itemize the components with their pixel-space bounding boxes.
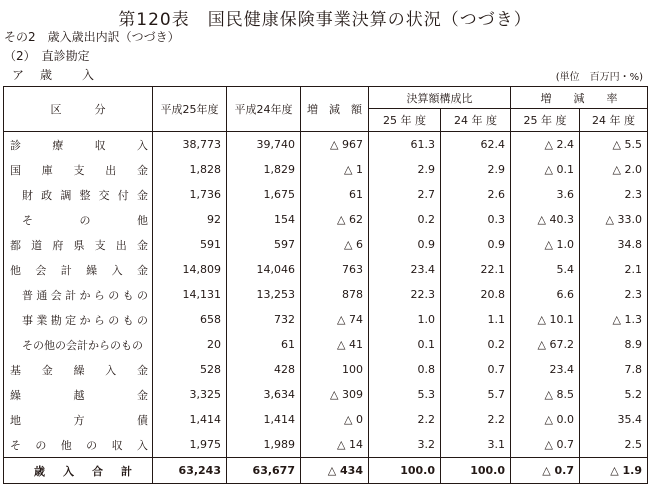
value-diff: 878 bbox=[301, 282, 369, 307]
rate-fy25: 23.4 bbox=[511, 357, 580, 382]
row-label-text: 地 方 債 bbox=[10, 413, 148, 427]
row-label-text: そ の 他 の 収 入 bbox=[10, 438, 148, 452]
header-rate-fy25: 25 年 度 bbox=[511, 109, 580, 132]
value-fy24: 154 bbox=[227, 207, 301, 232]
ratio-fy25: 0.8 bbox=[369, 357, 441, 382]
ratio-fy24: 22.1 bbox=[441, 257, 511, 282]
row-label-text: 都 道 府 県 支 出 金 bbox=[10, 238, 148, 252]
table-row bbox=[4, 432, 648, 458]
ratio-fy24: 62.4 bbox=[441, 132, 511, 158]
rate-fy25: △ 0.1 bbox=[511, 157, 580, 182]
value-fy24: 1,989 bbox=[227, 432, 301, 458]
rate-fy24: 8.9 bbox=[580, 332, 648, 357]
ratio-fy25: 2.7 bbox=[369, 182, 441, 207]
ratio-fy24: 0.3 bbox=[441, 207, 511, 232]
value-fy24: 14,046 bbox=[227, 257, 301, 282]
value-diff: △ 6 bbox=[301, 232, 369, 257]
section-subtitle: その2 歳入歳出内訳（つづき） bbox=[4, 30, 180, 44]
header-ratio-fy25: 25 年 度 bbox=[369, 109, 441, 132]
rate-fy24: 2.3 bbox=[580, 282, 648, 307]
value-fy25: 528 bbox=[153, 357, 227, 382]
header-rate-fy24: 24 年 度 bbox=[580, 109, 648, 132]
ratio-fy24: 20.8 bbox=[441, 282, 511, 307]
value-diff: △ 74 bbox=[301, 307, 369, 332]
row-label-text: 事 業 勘 定 か ら の も の bbox=[22, 313, 148, 327]
value-diff: △ 0 bbox=[301, 407, 369, 432]
page-title: 第120表 国民健康保険事業決算の状況（つづき） bbox=[118, 10, 532, 30]
ratio-fy25: 3.2 bbox=[369, 432, 441, 458]
row-label bbox=[4, 357, 153, 382]
table-row bbox=[4, 282, 648, 307]
row-label-text: 繰 越 金 bbox=[10, 388, 148, 402]
row-label bbox=[4, 232, 153, 257]
value-fy25: 38,773 bbox=[153, 132, 227, 158]
rate-fy24: 34.8 bbox=[580, 232, 648, 257]
value-fy25: 14,131 bbox=[153, 282, 227, 307]
rate-fy24: △ 5.5 bbox=[580, 132, 648, 158]
value-fy25: 1,414 bbox=[153, 407, 227, 432]
value-diff: 763 bbox=[301, 257, 369, 282]
ratio-fy25: 5.3 bbox=[369, 382, 441, 407]
rate-fy24: 2.1 bbox=[580, 257, 648, 282]
ratio-fy24: 100.0 bbox=[441, 458, 511, 484]
ratio-fy24: 0.2 bbox=[441, 332, 511, 357]
ratio-fy24: 2.9 bbox=[441, 157, 511, 182]
rate-fy25: △ 2.4 bbox=[511, 132, 580, 158]
rate-fy25: 6.6 bbox=[511, 282, 580, 307]
ratio-fy25: 23.4 bbox=[369, 257, 441, 282]
ratio-fy24: 0.9 bbox=[441, 232, 511, 257]
rate-fy25: 5.4 bbox=[511, 257, 580, 282]
ratio-fy24: 0.7 bbox=[441, 357, 511, 382]
header-ratio-fy24: 24 年 度 bbox=[441, 109, 511, 132]
row-label-text: 歳 入 合 計 bbox=[34, 464, 132, 478]
row-label-text: 国 庫 支 出 金 bbox=[10, 163, 148, 177]
rate-fy25: △ 1.0 bbox=[511, 232, 580, 257]
table-row bbox=[4, 207, 648, 232]
row-label bbox=[4, 407, 153, 432]
table-row bbox=[4, 307, 648, 332]
row-label bbox=[4, 207, 153, 232]
subsection-subtitle: （2） 直診勘定 bbox=[4, 49, 90, 63]
ratio-fy24: 3.1 bbox=[441, 432, 511, 458]
rate-fy25: △ 67.2 bbox=[511, 332, 580, 357]
header-composition-ratio: 決算額構成比 bbox=[369, 87, 511, 109]
value-fy25: 92 bbox=[153, 207, 227, 232]
value-diff: △ 1 bbox=[301, 157, 369, 182]
header-kubun: 区 分 bbox=[4, 87, 153, 132]
value-fy24: 1,675 bbox=[227, 182, 301, 207]
table-row bbox=[4, 382, 648, 407]
row-label-text: 普 通 会 計 か ら の も の bbox=[22, 288, 148, 302]
value-diff: △ 62 bbox=[301, 207, 369, 232]
rate-fy25: △ 40.3 bbox=[511, 207, 580, 232]
row-label bbox=[4, 382, 153, 407]
ratio-fy24: 2.6 bbox=[441, 182, 511, 207]
row-label-text: 基 金 繰 入 金 bbox=[10, 363, 148, 377]
header-fy25: 平成25年度 bbox=[153, 87, 227, 132]
row-label bbox=[4, 257, 153, 282]
row-label bbox=[4, 132, 153, 158]
total-row bbox=[4, 458, 648, 484]
value-fy24: 63,677 bbox=[227, 458, 301, 484]
row-label bbox=[4, 282, 153, 307]
ratio-fy25: 61.3 bbox=[369, 132, 441, 158]
row-label bbox=[4, 458, 153, 484]
value-fy25: 20 bbox=[153, 332, 227, 357]
rate-fy24: △ 33.0 bbox=[580, 207, 648, 232]
value-fy24: 13,253 bbox=[227, 282, 301, 307]
header-fy24: 平成24年度 bbox=[227, 87, 301, 132]
rate-fy25: △ 0.0 bbox=[511, 407, 580, 432]
row-label bbox=[4, 432, 153, 458]
rate-fy24: △ 2.0 bbox=[580, 157, 648, 182]
rate-fy24: 2.3 bbox=[580, 182, 648, 207]
value-fy24: 1,829 bbox=[227, 157, 301, 182]
value-diff: 61 bbox=[301, 182, 369, 207]
revenue-table bbox=[3, 86, 648, 484]
value-diff: △ 967 bbox=[301, 132, 369, 158]
value-fy25: 14,809 bbox=[153, 257, 227, 282]
ratio-fy25: 1.0 bbox=[369, 307, 441, 332]
value-fy25: 63,243 bbox=[153, 458, 227, 484]
row-label-text: 財 政 調 整 交 付 金 bbox=[22, 188, 148, 202]
row-label-text: 他 会 計 繰 入 金 bbox=[10, 263, 148, 277]
value-fy24: 597 bbox=[227, 232, 301, 257]
rate-fy24: 7.8 bbox=[580, 357, 648, 382]
value-fy24: 1,414 bbox=[227, 407, 301, 432]
row-label-text: 診 療 収 入 bbox=[10, 138, 148, 152]
value-fy24: 3,634 bbox=[227, 382, 301, 407]
value-fy25: 1,736 bbox=[153, 182, 227, 207]
table-row bbox=[4, 132, 648, 158]
rate-fy25: 3.6 bbox=[511, 182, 580, 207]
unit-note: (単位 百万円・%) bbox=[555, 72, 643, 83]
ratio-fy25: 22.3 bbox=[369, 282, 441, 307]
rate-fy25: △ 0.7 bbox=[511, 458, 580, 484]
value-fy25: 658 bbox=[153, 307, 227, 332]
value-fy24: 39,740 bbox=[227, 132, 301, 158]
rate-fy24: △ 1.9 bbox=[580, 458, 648, 484]
ratio-fy24: 2.2 bbox=[441, 407, 511, 432]
table-row bbox=[4, 332, 648, 357]
value-fy24: 61 bbox=[227, 332, 301, 357]
table-row bbox=[4, 357, 648, 382]
ratio-fy25: 2.9 bbox=[369, 157, 441, 182]
ratio-fy25: 0.2 bbox=[369, 207, 441, 232]
value-fy25: 1,828 bbox=[153, 157, 227, 182]
rate-fy24: 35.4 bbox=[580, 407, 648, 432]
table-row bbox=[4, 407, 648, 432]
ratio-fy24: 1.1 bbox=[441, 307, 511, 332]
value-fy25: 591 bbox=[153, 232, 227, 257]
value-fy25: 3,325 bbox=[153, 382, 227, 407]
value-diff: 100 bbox=[301, 357, 369, 382]
value-fy25: 1,975 bbox=[153, 432, 227, 458]
header-diff: 増 減 額 bbox=[301, 87, 369, 132]
rate-fy25: △ 0.7 bbox=[511, 432, 580, 458]
row-label bbox=[4, 182, 153, 207]
value-diff: △ 14 bbox=[301, 432, 369, 458]
row-label bbox=[4, 157, 153, 182]
ratio-fy24: 5.7 bbox=[441, 382, 511, 407]
ratio-fy25: 0.1 bbox=[369, 332, 441, 357]
value-diff: △ 41 bbox=[301, 332, 369, 357]
value-diff: △ 434 bbox=[301, 458, 369, 484]
rate-fy25: △ 10.1 bbox=[511, 307, 580, 332]
value-diff: △ 309 bbox=[301, 382, 369, 407]
table-row bbox=[4, 257, 648, 282]
rate-fy25: △ 8.5 bbox=[511, 382, 580, 407]
value-fy24: 428 bbox=[227, 357, 301, 382]
rate-fy24: △ 1.3 bbox=[580, 307, 648, 332]
row-label bbox=[4, 307, 153, 332]
row-label-text: そ の 他 bbox=[22, 213, 148, 227]
table-row bbox=[4, 157, 648, 182]
rate-fy24: 2.5 bbox=[580, 432, 648, 458]
table-caption: ア 歳 入 bbox=[12, 68, 97, 82]
value-fy24: 732 bbox=[227, 307, 301, 332]
row-label-text: その他の会計からのもの bbox=[22, 338, 143, 352]
ratio-fy25: 2.2 bbox=[369, 407, 441, 432]
row-label bbox=[4, 332, 153, 357]
ratio-fy25: 0.9 bbox=[369, 232, 441, 257]
table-row bbox=[4, 182, 648, 207]
ratio-fy25: 100.0 bbox=[369, 458, 441, 484]
header-change-rate: 増 減 率 bbox=[511, 87, 648, 109]
table-row bbox=[4, 232, 648, 257]
rate-fy24: 5.2 bbox=[580, 382, 648, 407]
